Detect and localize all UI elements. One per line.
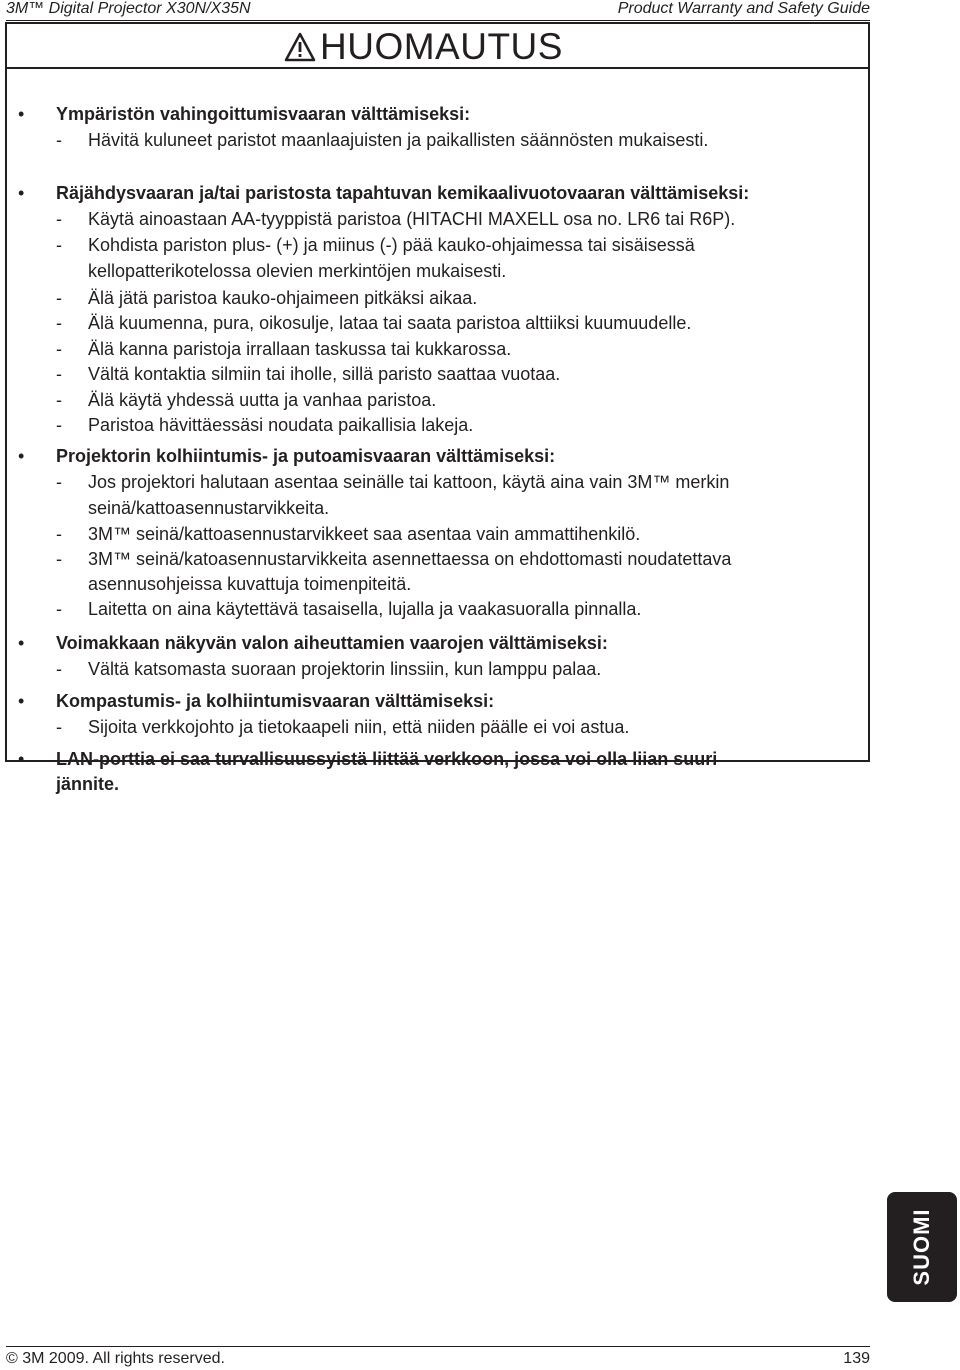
list-item: Käytä ainoastaan AA-tyyppistä paristoa (HITACHI MAXELL osa no. LR6 tai R6P). (88, 209, 736, 229)
dash-marker: - (56, 717, 62, 737)
list-item: Vältä kontaktia silmiin tai iholle, sillä paristo saattaa vuotaa. (88, 364, 561, 384)
dash-marker: - (56, 235, 62, 255)
list-item: 3M™ seinä/katoasennustarvikkeita asennettaessa on ehdottomasti noudatettava (88, 549, 732, 569)
section-heading: LAN-porttia ei saa turvallisuussyistä liittää verkkoon, jossa voi olla liian suuri (56, 749, 718, 769)
section-heading: Ympäristön vahingoittumisvaaran välttämiseksi: (56, 104, 471, 124)
list-item: Älä jätä paristoa kauko-ohjaimeen pitkäksi aikaa. (88, 288, 478, 308)
page-number: 139 (843, 1350, 870, 1367)
dash-marker: - (56, 524, 62, 544)
dash-marker: - (56, 339, 62, 359)
dash-marker: - (56, 313, 62, 333)
list-item: 3M™ seinä/kattoasennustarvikkeet saa asentaa vain ammattihenkilö. (88, 524, 641, 544)
list-item: Laitetta on aina käytettävä tasaisella, lujalla ja vaakasuoralla pinnalla. (88, 599, 642, 619)
section-heading: Voimakkaan näkyvän valon aiheuttamien vaarojen välttämiseksi: (56, 633, 608, 653)
dash-marker: - (56, 472, 62, 492)
dash-marker: - (56, 130, 62, 150)
list-item: Vältä katsomasta suoraan projektorin linssiin, kun lamppu palaa. (88, 659, 602, 679)
header-product-name: 3M™ Digital Projector X30N/X35N (6, 0, 251, 17)
list-item: Paristoa hävittäessäsi noudata paikallisia lakeja. (88, 415, 474, 435)
list-item: seinä/kattoasennustarvikkeita. (88, 498, 330, 518)
notice-box (5, 22, 870, 794)
list-item: kellopatterikotelossa olevien merkintöjen mukaisesti. (88, 261, 507, 281)
bullet-icon: • (18, 183, 25, 203)
warning-triangle-icon (284, 32, 316, 62)
dash-marker: - (56, 288, 62, 308)
dash-marker: - (56, 599, 62, 619)
notice-title (284, 26, 563, 68)
bullet-icon: • (18, 446, 25, 466)
section-heading: Räjähdysvaaran ja/tai paristosta tapahtuvan kemikaalivuotovaaran välttämiseksi: (56, 183, 750, 203)
dash-marker: - (56, 364, 62, 384)
dash-marker: - (56, 415, 62, 435)
language-tab-label: SUOMI (909, 1208, 934, 1286)
list-item: Kohdista pariston plus- (+) ja miinus (-) pää kauko-ohjaimessa tai sisäisessä (88, 235, 695, 255)
list-item: Hävitä kuluneet paristot maanlaajuisten ja paikallisten säännösten mukaisesti. (88, 130, 709, 150)
dash-marker: - (56, 390, 62, 410)
notice-title-bar (7, 24, 868, 69)
copyright-text: © 3M 2009. All rights reserved. (6, 1350, 225, 1367)
section-heading: Kompastumis- ja kolhiintumisvaaran välttämiseksi: (56, 691, 495, 711)
notice-title-text: HUOMAUTUS (320, 26, 563, 67)
dash-marker: - (56, 659, 62, 679)
bullet-icon: • (18, 749, 25, 769)
header-guide-title: Product Warranty and Safety Guide (617, 0, 870, 17)
list-item: asennusohjeissa kuvattuja toimenpiteitä. (88, 574, 412, 594)
page-header (6, 0, 870, 21)
list-item: Älä kanna paristoja irrallaan taskussa tai kukkarossa. (88, 339, 512, 359)
list-item: Sijoita verkkojohto ja tietokaapeli niin, että niiden päälle ei voi astua. (88, 717, 630, 737)
bullet-icon: • (18, 633, 25, 653)
dash-marker: - (56, 549, 62, 569)
list-item: Älä kuumenna, pura, oikosulje, lataa tai saata paristoa alttiiksi kuumuudelle. (88, 313, 692, 333)
bullet-icon: • (18, 104, 25, 124)
language-tab (887, 1192, 957, 1302)
page-footer (6, 1346, 870, 1369)
section-heading: Projektorin kolhiintumis- ja putoamisvaaran välttämiseksi: (56, 446, 556, 466)
section-heading-continued: jännite. (56, 774, 120, 794)
bullet-icon: • (18, 691, 25, 711)
dash-marker: - (56, 209, 62, 229)
list-item: Jos projektori halutaan asentaa seinälle tai kattoon, käytä aina vain 3M™ merkin (88, 472, 730, 492)
list-item: Älä käytä yhdessä uutta ja vanhaa paristoa. (88, 390, 437, 410)
